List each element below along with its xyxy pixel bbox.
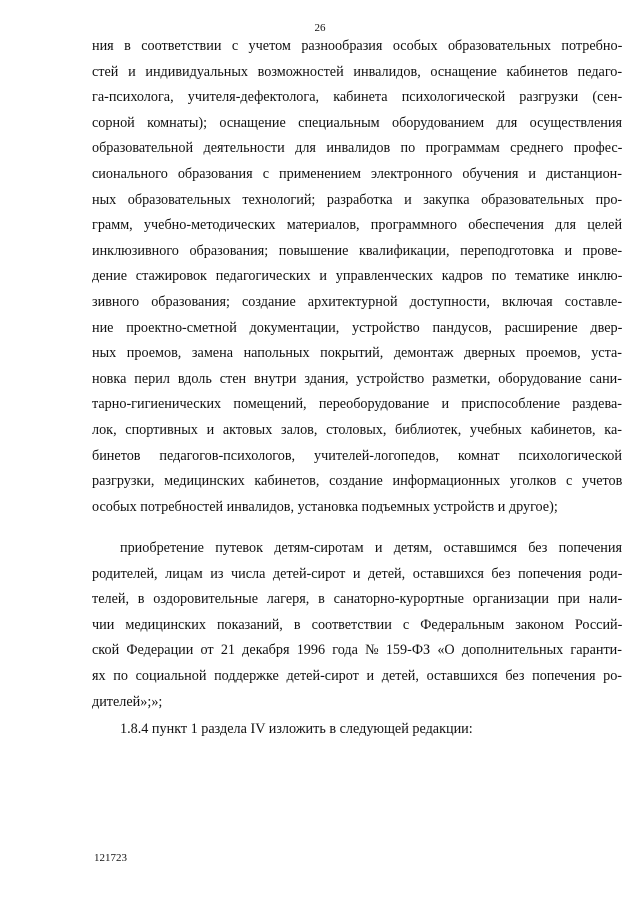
- text-line: тарно-гигиенических помещений, переоборудование и приспособление раздева-: [92, 396, 622, 413]
- document-id: 121723: [94, 852, 127, 864]
- text-line: бинетов педагогов-психологов, учителей-логопедов, комнат психологической: [92, 447, 622, 464]
- text-line: лок, спортивных и актовых залов, столовых, библиотек, учебных кабинетов, ка-: [92, 421, 622, 438]
- text-line: ской Федерации от 21 декабря 1996 года № 159-ФЗ «О дополнительных гаранти-: [92, 642, 622, 659]
- text-line: особых потребностей инвалидов, установка подъемных устройств и другое);: [92, 498, 558, 515]
- paragraph-1: [92, 34, 622, 520]
- text-line: ние проектно-сметной документации, устройство пандусов, расширение двер-: [92, 319, 623, 336]
- text-line: ния в соответствии с учетом разнообразия особых образовательных потребно-: [92, 38, 623, 54]
- text-line: 1.8.4 пункт 1 раздела IV изложить в следующей редакции:: [120, 721, 473, 737]
- text-line: телей, в оздоровительные лагеря, в санаторно-курортные организации при нали-: [92, 591, 623, 608]
- text-line: га-психолога, учителя-дефектолога, кабинета психологической разгрузки (сен-: [92, 89, 623, 106]
- text-line: сорной комнаты); оснащение специальным оборудованием для осуществления: [92, 114, 622, 131]
- text-line: ных образовательных технологий; разработка и закупка образовательных про-: [92, 191, 623, 208]
- text-line: сионального образования с применением электронного обучения и дистанцион-: [92, 165, 622, 182]
- text-line: дение стажировок педагогических и управленческих кадров по тематике инклю-: [92, 268, 623, 285]
- text-line: ях по социальной поддержке детей-сирот и детей, оставшихся без попечения ро-: [92, 667, 623, 684]
- text-line: грамм, учебно-методических материалов, программного обеспечения для целей: [92, 217, 623, 234]
- text-line: приобретение путевок детям-сиротам и детям, оставшимся без попечения: [120, 540, 622, 556]
- paragraph-3: [92, 717, 622, 743]
- text-line: новка перил вдоль стен внутри здания, устройство разметки, оборудование сани-: [92, 370, 622, 387]
- text-line: разгрузки, медицинских кабинетов, создание информационных уголков с учетов: [92, 473, 623, 490]
- text-line: ных проемов, замена напольных покрытий, демонтаж дверных проемов, уста-: [92, 345, 622, 362]
- text-line: образовательной деятельности для инвалидов по программам среднего профес-: [92, 140, 623, 157]
- text-line: родителей, лицам из числа детей-сирот и детей, оставшихся без попечения роди-: [92, 565, 623, 582]
- text-line: инклюзивного образования; повышение квалификации, переподготовка и прове-: [92, 242, 623, 259]
- paragraph-2: [92, 536, 622, 715]
- text-line: дителей»;»;: [92, 693, 163, 710]
- page-number: 26: [314, 22, 326, 34]
- text-line: чии медицинских показаний, в соответствии с Федеральным законом Россий-: [92, 616, 623, 633]
- text-line: стей и индивидуальных возможностей инвалидов, оснащение кабинетов педаго-: [92, 63, 623, 80]
- text-line: зивного образования; создание архитектурной доступности, включая составле-: [92, 293, 623, 310]
